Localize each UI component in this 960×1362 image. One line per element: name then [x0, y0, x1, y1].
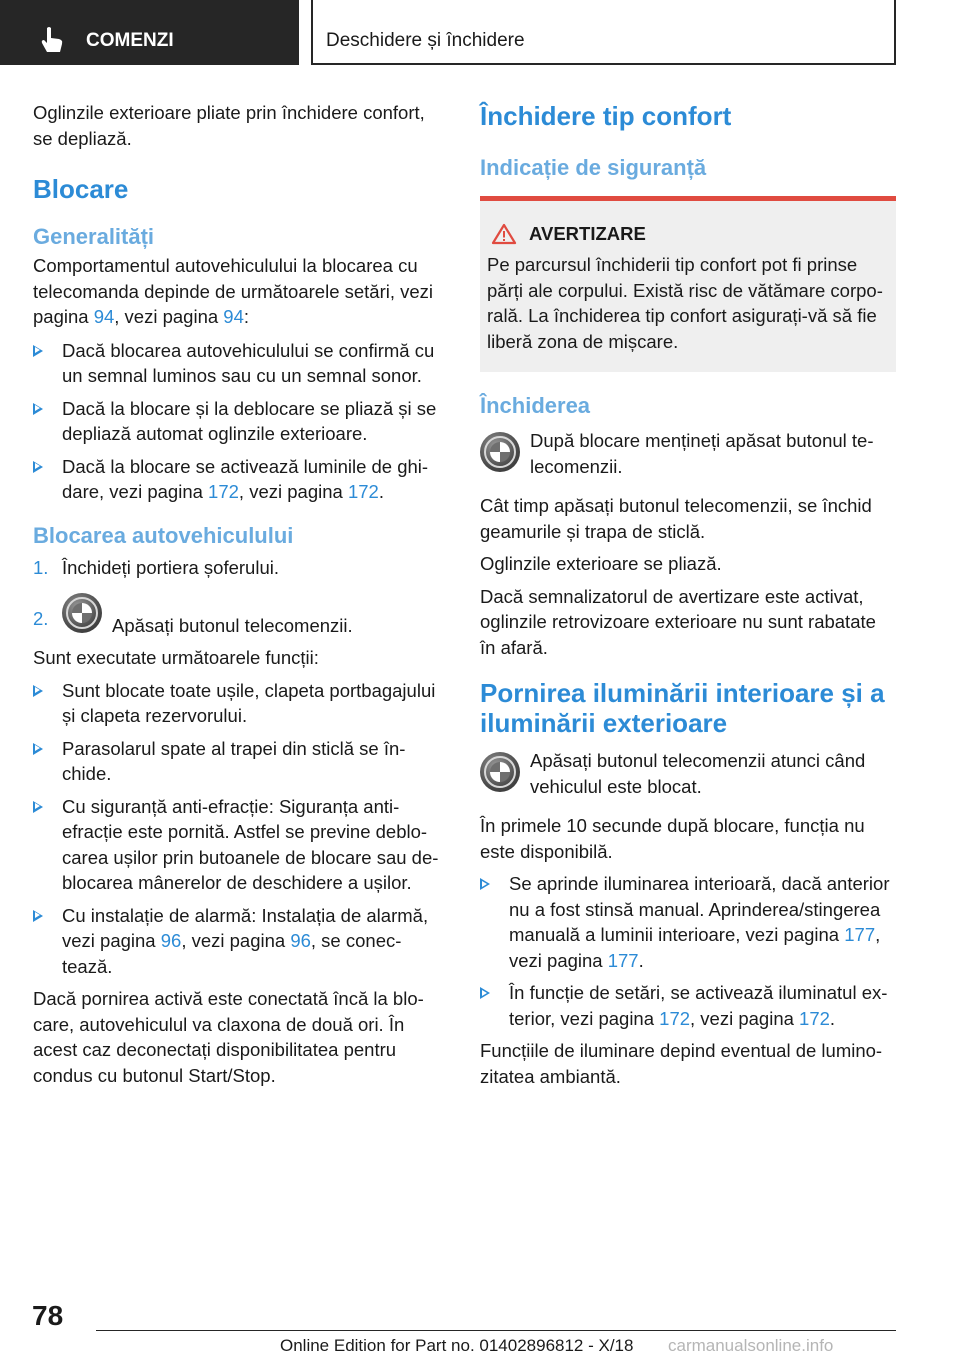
generalitati-list	[33, 338, 447, 505]
chapter-tab-label: COMENZI	[86, 30, 174, 51]
list-item: Sunt blocate toate ușile, clapeta portbagajului și clapeta rezervorului.	[33, 678, 447, 729]
warning-title: AVERTIZARE	[487, 221, 888, 246]
triangle-bullet-icon	[33, 461, 43, 473]
heading-inchidere-confort: Închidere tip confort	[480, 101, 732, 131]
page-number: 78	[32, 1300, 64, 1331]
remote-key-icon	[62, 593, 102, 633]
remote-key-icon	[480, 432, 520, 472]
inchiderea-paragraph-2: Oglinzile exterioare se pliază.	[480, 553, 722, 574]
page-link[interactable]: 96	[160, 930, 182, 952]
intro-paragraph: Oglinzile exterioare pliate prin închidere confort, se depliază.	[33, 102, 425, 149]
steps-list	[33, 555, 447, 639]
triangle-bullet-icon	[480, 878, 490, 890]
list-item: Cu instalație de alarmă: Instalația de alarmă, vezi pagina 96, vezi pagina 96, se conec‐tează.	[33, 903, 447, 980]
step-item: 2. Apăsați butonul telecomenzii.	[33, 587, 447, 638]
page-link[interactable]: 172	[659, 1007, 691, 1029]
warning-box	[480, 196, 896, 372]
list-item: Dacă la blocare și la deblocare se pliază și se depliază automat oglinzile exterioare.	[33, 396, 447, 447]
heading-blocare: Blocare	[33, 174, 129, 204]
triangle-bullet-icon	[33, 685, 43, 697]
step-item: 1. Închideți portiera șoferului.	[33, 556, 279, 578]
pornirea-list	[480, 871, 896, 1031]
pornirea-paragraph: În primele 10 secunde după blocare, funcția nu este disponibilă.	[480, 815, 865, 862]
warning-triangle-icon	[491, 223, 517, 245]
heading-blocarea-autovehiculului: Blocarea autovehiculului	[33, 522, 294, 548]
list-item: Se aprinde iluminarea interioară, dacă anterior nu a fost stinsă manual. Aprinderea/stingerea manuală a luminii interioare, vezi pagina 177, vezi pagina 177.	[480, 871, 896, 973]
right-column	[480, 100, 896, 1096]
warning-text: Pe parcursul închiderii tip confort pot fi prinse părți ale corpului. Există risc de vătămare corpo‐rală. La închiderea tip confort asigurați-vă să fie liberă zona de mișcare.	[487, 254, 883, 352]
remote-key-icon	[480, 752, 520, 792]
hand-pointer-icon	[40, 26, 64, 54]
heading-indicatie-siguranta: Indicație de siguranță	[480, 155, 707, 180]
page-link[interactable]: 96	[290, 930, 311, 952]
list-item: Dacă blocarea autovehiculului se confirmă cu un semnal luminos sau cu un semnal sonor.	[33, 338, 447, 389]
list-item: Parasolarul spate al trapei din sticlă se în‐chide.	[33, 736, 447, 787]
page-link[interactable]: 172	[347, 481, 379, 502]
list-item: Dacă la blocare se activează luminile de ghi‐dare, vezi pagina 172, vezi pagina 172.	[33, 454, 447, 505]
section-header	[311, 0, 896, 65]
pornirea-closing: Funcțiile de iluminare depind eventual de lumino‐zitatea ambiantă.	[480, 1040, 883, 1087]
heading-pornirea-iluminarii: Pornirea iluminării interioare și a iluminării exterioare	[480, 678, 885, 738]
closing-paragraph: Dacă pornirea activă este conectată încă la blo‐care, autovehiculul va claxona de două ori. În acest caz deconectați disponibilitatea pentru condus cu butonul Start/Stop.	[33, 988, 424, 1086]
heading-generalitati: Generalități	[33, 224, 155, 249]
inchiderea-instruction: După blocare mențineți apăsat butonul te‐lecomenzii.	[480, 428, 896, 479]
triangle-bullet-icon	[33, 743, 43, 755]
page-link[interactable]: 172	[208, 481, 239, 502]
page-link[interactable]: 172	[799, 1007, 830, 1029]
page-link[interactable]: 177	[607, 949, 639, 971]
page-link[interactable]: 94	[93, 306, 115, 327]
footer-edition: Online Edition for Part no. 01402896812 - X/18	[280, 1336, 634, 1355]
section-title: Deschidere și închidere	[326, 30, 525, 51]
chapter-tab	[0, 0, 299, 65]
functions-list	[33, 678, 447, 980]
footer-rule	[96, 1330, 896, 1331]
triangle-bullet-icon	[33, 910, 43, 922]
triangle-bullet-icon	[33, 801, 43, 813]
left-column	[33, 100, 447, 1095]
list-item: În funcție de setări, se activează iluminatul ex‐terior, vezi pagina 172, vezi pagina 172.	[480, 980, 896, 1031]
inchiderea-paragraph-3: Dacă semnalizatorul de avertizare este activat, oglinzile retrovizoare exterioare nu sunt rabatate în afară.	[480, 585, 876, 658]
page-link[interactable]: 94	[223, 306, 244, 327]
triangle-bullet-icon	[480, 987, 490, 999]
page-link[interactable]: 177	[844, 924, 876, 945]
triangle-bullet-icon	[33, 403, 43, 415]
list-item: Cu siguranță anti-efracție: Siguranța anti-efracție este pornită. Astfel se previne deblo‐carea ușilor prin butoanele de blocare sau de‐blocarea mânerelor de deschidere a ușilor.	[33, 794, 447, 896]
inchiderea-paragraph-1: Cât timp apăsați butonul telecomenzii, se închid geamurile și trapa de sticlă.	[480, 495, 872, 542]
watermark: carmanualsonline.info	[668, 1336, 834, 1355]
pornirea-instruction: Apăsați butonul telecomenzii atunci când vehiculul este blocat.	[480, 748, 896, 799]
heading-inchiderea: Închiderea	[480, 393, 591, 418]
functions-intro: Sunt executate următoarele funcții:	[33, 647, 319, 669]
triangle-bullet-icon	[33, 345, 43, 357]
generalitati-paragraph: Comportamentul autovehiculului la blocarea cu telecomanda depinde de următoarele setări, vezi pagina 94, vezi pagina 94:	[33, 255, 434, 327]
